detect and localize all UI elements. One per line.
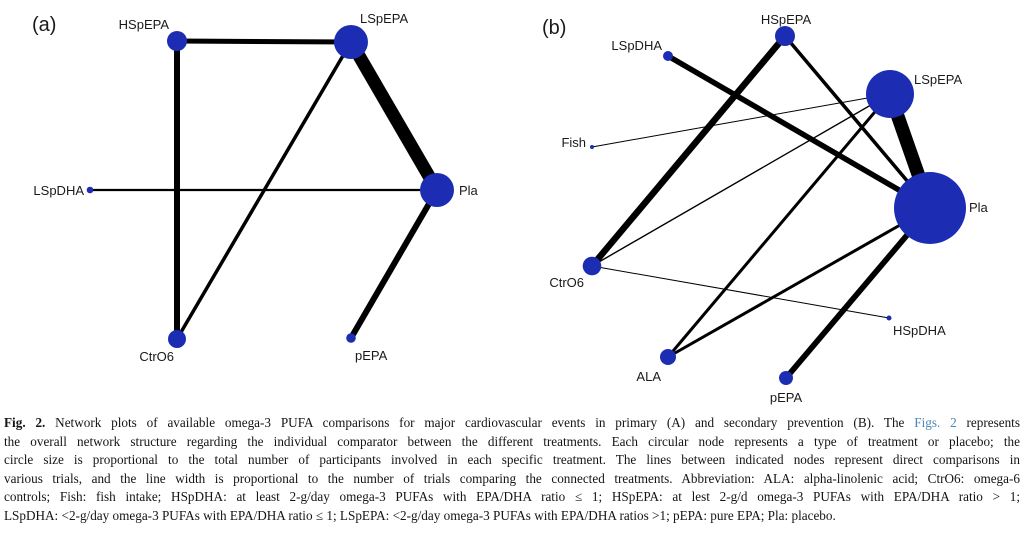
edge-b-CtrO6-LSpEPA	[592, 94, 890, 266]
node-b-LSpDHA	[663, 51, 673, 61]
caption-figure-label: Fig. 2.	[4, 415, 46, 430]
node-b-Fish	[590, 145, 594, 149]
panel-label-b: (b)	[542, 17, 567, 39]
caption-text: various trials, and the line width is proportional to the number of trials comparing the connected treatments. Abbreviation: ALA: alpha-linolenic acid; CtrO6: omega-6	[4, 470, 1020, 486]
node-a-pEPA	[346, 333, 356, 343]
node-b-HSpEPA	[775, 26, 795, 46]
node-label-a-LSpEPA: LSpEPA	[360, 11, 409, 26]
edge-a-LSpEPA-Pla	[351, 42, 437, 190]
node-label-b-ALA: ALA	[636, 369, 661, 384]
node-label-a-LSpDHA: LSpDHA	[33, 183, 84, 198]
panel-b	[542, 12, 989, 405]
caption-line-6	[4, 507, 1020, 526]
panel-a	[32, 11, 479, 364]
node-b-LSpEPA	[866, 70, 914, 118]
caption-line-3	[4, 451, 1020, 470]
node-label-b-pEPA: pEPA	[769, 390, 803, 405]
node-b-HSpDHA	[887, 316, 892, 321]
edge-b-CtrO6-HSpDHA	[592, 266, 889, 318]
node-a-LSpDHA	[87, 187, 94, 194]
figure-reference-link[interactable]: Figs. 2	[914, 415, 957, 430]
node-label-a-HSpEPA: HSpEPA	[118, 17, 169, 32]
node-label-a-pEPA: pEPA	[355, 348, 388, 363]
edge-a-HSpEPA-LSpEPA	[177, 41, 351, 42]
caption-line-4	[4, 470, 1020, 489]
caption-text: LSpDHA: <2-g/day omega-3 PUFAs with EPA/DHA ratio ≤ 1; LSpEPA: <2-g/day omega-3 PUFAs with EPA/DHA ratios >1; pEPA: pure EPA; Pla: placebo.	[4, 507, 836, 523]
caption-line-2	[4, 433, 1020, 452]
caption-text: Network plots of available omega-3 PUFA comparisons for major cardiovascular events in primary (A) and secondary prevention (B). The	[45, 415, 915, 430]
node-b-Pla	[894, 172, 966, 244]
node-a-LSpEPA	[334, 25, 368, 59]
caption-text: the overall network structure regarding the individual comparator between the different treatments. Each circular node represents a type of treatment or placebo; the	[4, 433, 1020, 449]
node-b-ALA	[660, 349, 676, 365]
edge-b-ALA-Pla	[668, 208, 930, 357]
figure-caption	[4, 414, 1020, 525]
node-label-b-CtrO6: CtrO6	[549, 275, 584, 290]
node-label-b-HSpEPA: HSpEPA	[760, 12, 812, 27]
edge-a-Pla-pEPA	[351, 190, 437, 338]
caption-text: controls; Fish: fish intake; HSpDHA: at least 2-g/day omega-3 PUFAs with EPA/DHA ratio ≤ 1; HSpEPA: at lest 2-g/d omega-3 PUFAs with EPA/DHA ratio > 1;	[4, 489, 1020, 504]
node-a-CtrO6	[168, 330, 186, 348]
node-a-Pla	[420, 173, 454, 207]
node-label-b-Pla: Pla	[969, 200, 988, 215]
node-label-b-LSpEPA: LSpEPA	[914, 72, 963, 87]
node-b-pEPA	[779, 371, 793, 385]
node-label-a-CtrO6: CtrO6	[139, 349, 174, 364]
caption-text: circle size is proportional to the total number of participants involved in each specific treatment. The lines between indicated nodes represent direct comparisons in	[4, 452, 1020, 467]
node-label-b-Fish: Fish	[561, 135, 586, 150]
caption-line-5	[4, 488, 1020, 507]
caption-text: represents	[956, 415, 1020, 430]
node-a-HSpEPA	[167, 31, 187, 51]
node-label-b-LSpDHA: LSpDHA	[611, 38, 662, 53]
node-label-a-Pla: Pla	[459, 183, 478, 198]
panel-label-a: (a)	[32, 14, 57, 36]
caption-line-1	[4, 414, 1020, 433]
node-label-b-HSpDHA: HSpDHA	[893, 323, 946, 338]
node-b-CtrO6	[583, 257, 602, 276]
